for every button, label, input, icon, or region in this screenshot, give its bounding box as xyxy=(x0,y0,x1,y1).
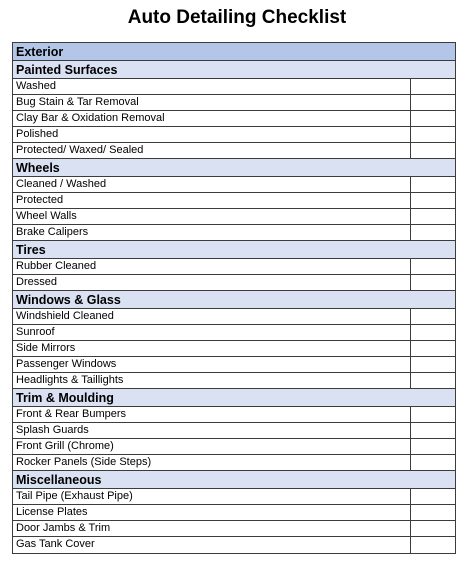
group-header: Miscellaneous xyxy=(13,471,455,489)
checklist-item-label: Rocker Panels (Side Steps) xyxy=(13,455,411,470)
checklist-row xyxy=(13,275,455,291)
check-cell[interactable] xyxy=(411,455,455,470)
check-cell[interactable] xyxy=(411,95,455,110)
checklist-item-label: Dressed xyxy=(13,275,411,290)
checklist-item-label: Door Jambs & Trim xyxy=(13,521,411,536)
checklist-row xyxy=(13,309,455,325)
checklist-item-label: Brake Calipers xyxy=(13,225,411,240)
check-cell[interactable] xyxy=(411,505,455,520)
check-cell[interactable] xyxy=(411,439,455,454)
checklist-row xyxy=(13,225,455,241)
checklist-item-label: Splash Guards xyxy=(13,423,411,438)
checklist-row xyxy=(13,537,455,553)
checklist-item-label: Cleaned / Washed xyxy=(13,177,411,192)
checklist-item-label: Rubber Cleaned xyxy=(13,259,411,274)
checklist-row xyxy=(13,79,455,95)
checklist-item-label: Protected/ Waxed/ Sealed xyxy=(13,143,411,158)
group-header: Painted Surfaces xyxy=(13,61,455,79)
check-cell[interactable] xyxy=(411,193,455,208)
check-cell[interactable] xyxy=(411,407,455,422)
checklist-groups xyxy=(13,61,455,553)
check-cell[interactable] xyxy=(411,341,455,356)
checklist-item-label: Polished xyxy=(13,127,411,142)
check-cell[interactable] xyxy=(411,373,455,388)
checklist-row xyxy=(13,111,455,127)
check-cell[interactable] xyxy=(411,537,455,553)
checklist-row xyxy=(13,521,455,537)
check-cell[interactable] xyxy=(411,275,455,290)
check-cell[interactable] xyxy=(411,177,455,192)
checklist-item-label: Passenger Windows xyxy=(13,357,411,372)
checklist-row xyxy=(13,127,455,143)
checklist-item-label: Front & Rear Bumpers xyxy=(13,407,411,422)
checklist-item-label: Clay Bar & Oxidation Removal xyxy=(13,111,411,126)
check-cell[interactable] xyxy=(411,309,455,324)
group-header: Wheels xyxy=(13,159,455,177)
checklist-row xyxy=(13,505,455,521)
checklist-table xyxy=(12,42,456,554)
checklist-row xyxy=(13,357,455,373)
checklist-item-label: Protected xyxy=(13,193,411,208)
check-cell[interactable] xyxy=(411,259,455,274)
checklist-item-label: Side Mirrors xyxy=(13,341,411,356)
checklist-row xyxy=(13,143,455,159)
checklist-item-label: Front Grill (Chrome) xyxy=(13,439,411,454)
check-cell[interactable] xyxy=(411,111,455,126)
checklist-row xyxy=(13,177,455,193)
check-cell[interactable] xyxy=(411,127,455,142)
check-cell[interactable] xyxy=(411,521,455,536)
checklist-item-label: Windshield Cleaned xyxy=(13,309,411,324)
checklist-row xyxy=(13,489,455,505)
checklist-row xyxy=(13,439,455,455)
checklist-row xyxy=(13,209,455,225)
page-title: Auto Detailing Checklist xyxy=(127,7,347,28)
checklist-item-label: Wheel Walls xyxy=(13,209,411,224)
check-cell[interactable] xyxy=(411,357,455,372)
check-cell[interactable] xyxy=(411,143,455,158)
checklist-row xyxy=(13,455,455,471)
checklist-row xyxy=(13,341,455,357)
checklist-row xyxy=(13,259,455,275)
checklist-item-label: Tail Pipe (Exhaust Pipe) xyxy=(13,489,411,504)
checklist-row xyxy=(13,423,455,439)
checklist-row xyxy=(13,325,455,341)
section-header-exterior: Exterior xyxy=(13,43,455,61)
group-header: Tires xyxy=(13,241,455,259)
checklist-item-label: Washed xyxy=(13,79,411,94)
check-cell[interactable] xyxy=(411,225,455,240)
check-cell[interactable] xyxy=(411,209,455,224)
checklist-item-label: Bug Stain & Tar Removal xyxy=(13,95,411,110)
checklist-item-label: Gas Tank Cover xyxy=(13,537,411,553)
check-cell[interactable] xyxy=(411,489,455,504)
check-cell[interactable] xyxy=(411,423,455,438)
checklist-row xyxy=(13,95,455,111)
checklist-row xyxy=(13,193,455,209)
checklist-item-label: License Plates xyxy=(13,505,411,520)
check-cell[interactable] xyxy=(411,325,455,340)
checklist-row xyxy=(13,373,455,389)
checklist-item-label: Sunroof xyxy=(13,325,411,340)
checklist-row xyxy=(13,407,455,423)
checklist-item-label: Headlights & Taillights xyxy=(13,373,411,388)
check-cell[interactable] xyxy=(411,79,455,94)
group-header: Trim & Moulding xyxy=(13,389,455,407)
group-header: Windows & Glass xyxy=(13,291,455,309)
